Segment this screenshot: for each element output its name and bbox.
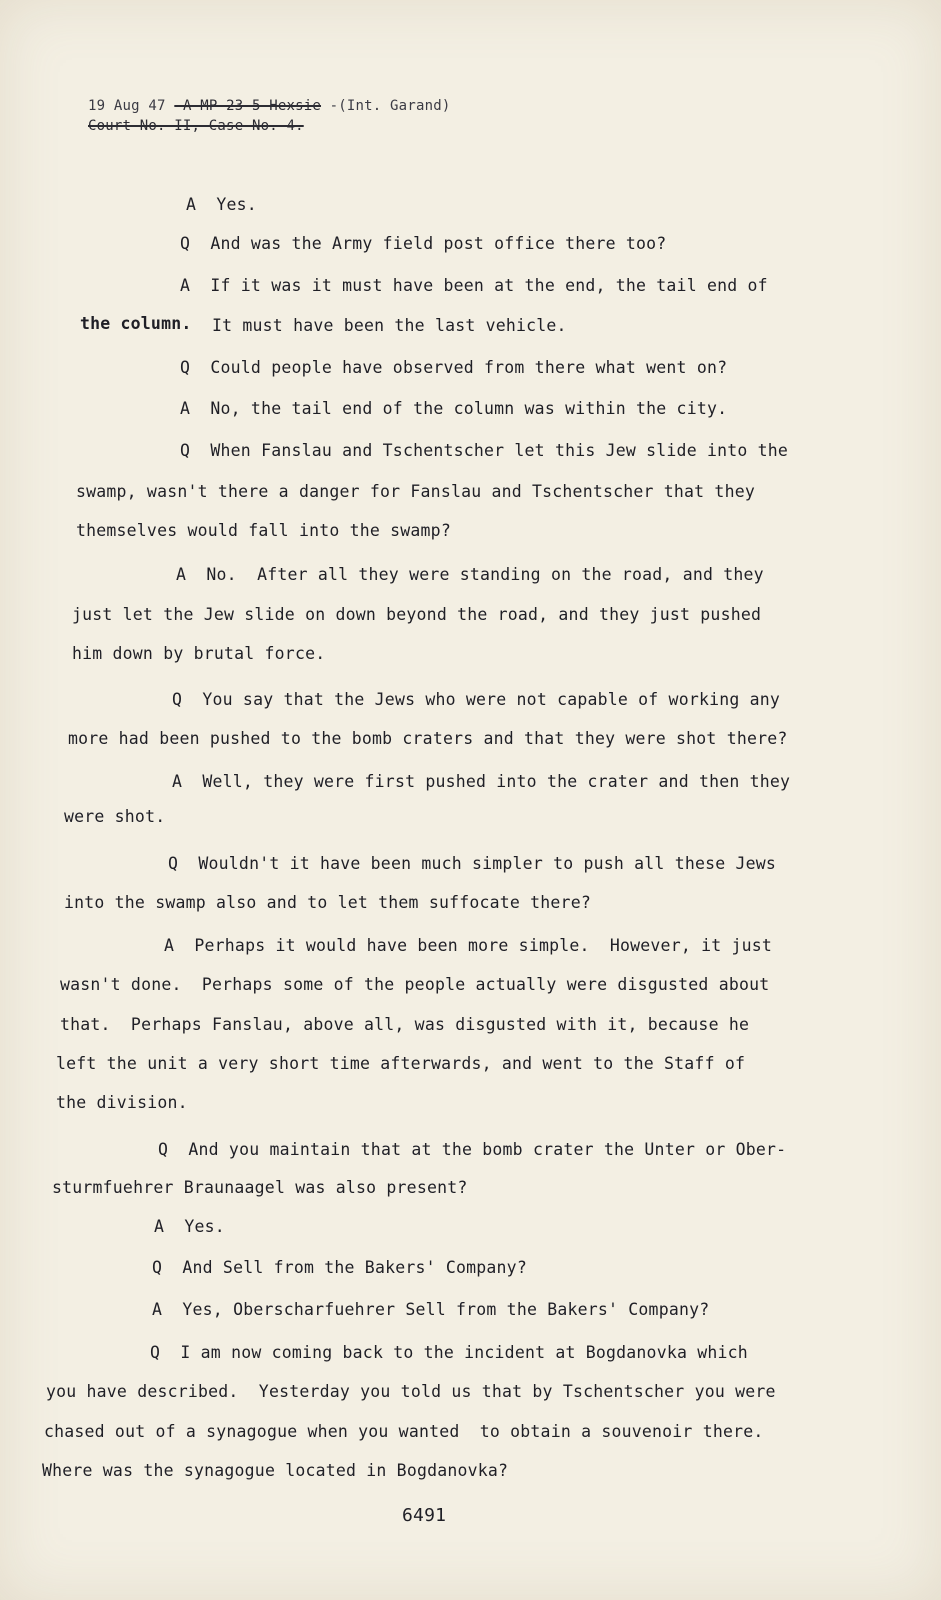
transcript-line: into the swamp also and to let them suffocate there?: [64, 893, 591, 912]
header-struck-reference: -A-MP-23-5-Hexsie: [174, 98, 322, 114]
transcript-line: the column.: [80, 314, 192, 333]
transcript-line: him down by brutal force.: [72, 644, 326, 663]
transcript-line: It must have been the last vehicle.: [212, 316, 567, 335]
transcript-line: more had been pushed to the bomb craters and that they were shot there?: [68, 729, 788, 748]
transcript-line: Where was the synagogue located in Bogdanovka?: [42, 1461, 509, 1480]
transcript-line: just let the Jew slide on down beyond the road, and they just pushed: [72, 605, 762, 624]
header-line-2: Court No. II, Case No. 4.: [88, 118, 304, 134]
transcript-line: Q Could people have observed from there what went on?: [180, 358, 728, 377]
transcript-line: sturmfuehrer Braunaagel was also present?: [52, 1178, 468, 1197]
transcript-line: Q You say that the Jews who were not capable of working any: [172, 690, 781, 709]
transcript-line: themselves would fall into the swamp?: [76, 521, 451, 540]
transcript-line: A Well, they were first pushed into the crater and then they: [172, 772, 791, 791]
transcript-line: that. Perhaps Fanslau, above all, was disgusted with it, because he: [60, 1015, 750, 1034]
transcript-line: you have described. Yesterday you told us that by Tschentscher you were: [46, 1382, 776, 1401]
transcript-line: Q And Sell from the Bakers' Company?: [152, 1258, 527, 1277]
transcript-line: were shot.: [64, 807, 166, 826]
transcript-line: A Perhaps it would have been more simple. However, it just: [164, 936, 773, 955]
transcript-line: Q And you maintain that at the bomb crater the Unter or Ober-: [158, 1140, 787, 1159]
header-line-1: [88, 98, 450, 114]
transcript-line: Q Wouldn't it have been much simpler to push all these Jews: [168, 854, 777, 873]
transcript-line: left the unit a very short time afterwards, and went to the Staff of: [56, 1054, 746, 1073]
transcript-line: A Yes.: [186, 195, 257, 214]
transcript-line: A If it was it must have been at the end, the tail end of: [180, 276, 768, 295]
transcript-line: A No. After all they were standing on the road, and they: [176, 565, 764, 584]
page-number: 6491: [402, 1505, 447, 1526]
transcript-line: chased out of a synagogue when you wanted to obtain a souvenoir there.: [44, 1422, 764, 1441]
transcript-line: Q When Fanslau and Tschentscher let this Jew slide into the: [180, 441, 789, 460]
transcript-line: A Yes.: [154, 1217, 225, 1236]
transcript-line: A Yes, Oberscharfuehrer Sell from the Bakers' Company?: [152, 1300, 710, 1319]
transcript-line: Q And was the Army field post office there too?: [180, 234, 667, 253]
transcript-line: wasn't done. Perhaps some of the people actually were disgusted about: [60, 975, 770, 994]
transcript-line: the division.: [56, 1093, 188, 1112]
header-date: 19 Aug 47: [88, 98, 166, 114]
transcript-line: Q I am now coming back to the incident at Bogdanovka which: [150, 1343, 748, 1362]
transcript-line: A No, the tail end of the column was within the city.: [180, 399, 728, 418]
header-translator-note: -(Int. Garand): [329, 98, 451, 114]
transcript-line: swamp, wasn't there a danger for Fanslau and Tschentscher that they: [76, 482, 755, 501]
